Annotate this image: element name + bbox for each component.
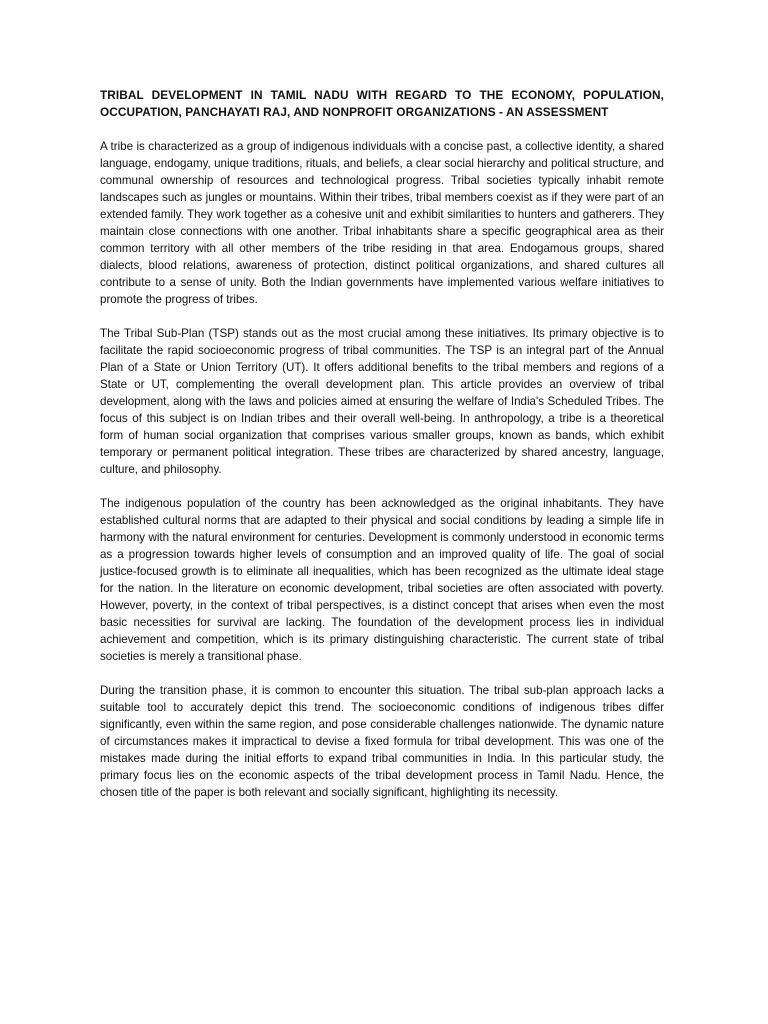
paragraph-intro: A tribe is characterized as a group of indigenous individuals with a concise past, a collective identity, a shared language, endogamy, unique traditions, rituals, and beliefs, a clear social hierarchy and political structure, and communal ownership of resources and technological progress. Tribal societies typically inhabit remote landscapes such as jungles or mountains. Within their tribes, tribal members coexist as if they were part of an extended family. They work together as a cohesive unit and exhibit similarities to hunters and gatherers. They maintain close connections with one another. Tribal inhabitants share a specific geographical area as their common territory with all other members of the tribe residing in that area. Endogamous groups, shared dialects, blood relations, awareness of protection, distinct political organizations, and shared cultures all contribute to a sense of unity. Both the Indian governments have implemented various welfare initiatives to promote the progress of tribes. (100, 140, 664, 306)
paragraph-transition-phase: During the transition phase, it is common to encounter this situation. The tribal sub-plan approach lacks a suitable tool to accurately depict this trend. The socioeconomic conditions of indigenous tribes differ significantly, even within the same region, and pose considerable challenges nationwide. The dynamic nature of circumstances makes it impractical to devise a fixed formula for tribal development. This was one of the mistakes made during the initial efforts to expand tribal communities in India. In this particular study, the primary focus lies on the economic aspects of the tribal development process in Tamil Nadu. Hence, the chosen title of the paper is both relevant and socially significant, highlighting its necessity. (100, 684, 664, 799)
document-page (100, 87, 664, 818)
paragraph-indigenous-population: The indigenous population of the country has been acknowledged as the original inhabitants. They have established cultural norms that are adapted to their physical and social conditions by leading a simple life in harmony with the natural environment for centuries. Development is commonly understood in economic terms as a progression towards higher levels of consumption and an improved quality of life. The goal of social justice-focused growth is to eliminate all inequalities, which has been recognized as the ultimate ideal stage for the nation. In the literature on economic development, tribal societies are often associated with poverty. However, poverty, in the context of tribal perspectives, is a distinct concept that arises when even the most basic necessities for survival are lacking. The foundation of the development process lies in individual achievement and competition, which is its primary distinguishing characteristic. The current state of tribal societies is merely a transitional phase. (100, 497, 664, 663)
document-title: TRIBAL DEVELOPMENT IN TAMIL NADU WITH REGARD TO THE ECONOMY, POPULATION, OCCUPATION, PANCHAYATI RAJ, AND NONPROFIT ORGANIZATIONS - AN ASSESSMENT (100, 88, 664, 119)
paragraph-tribal-sub-plan: The Tribal Sub-Plan (TSP) stands out as the most crucial among these initiatives. Its primary objective is to facilitate the rapid socioeconomic progress of tribal communities. The TSP is an integral part of the Annual Plan of a State or Union Territory (UT). It offers additional benefits to the tribal members and regions of a State or UT, complementing the overall development plan. This article provides an overview of tribal development, along with the laws and policies aimed at ensuring the welfare of India's Scheduled Tribes. The focus of this subject is on Indian tribes and their overall well-being. In anthropology, a tribe is a theoretical form of human social organization that comprises various smaller groups, known as bands, which exhibit temporary or permanent political integration. These tribes are characterized by shared ancestry, language, culture, and philosophy. (100, 327, 664, 476)
